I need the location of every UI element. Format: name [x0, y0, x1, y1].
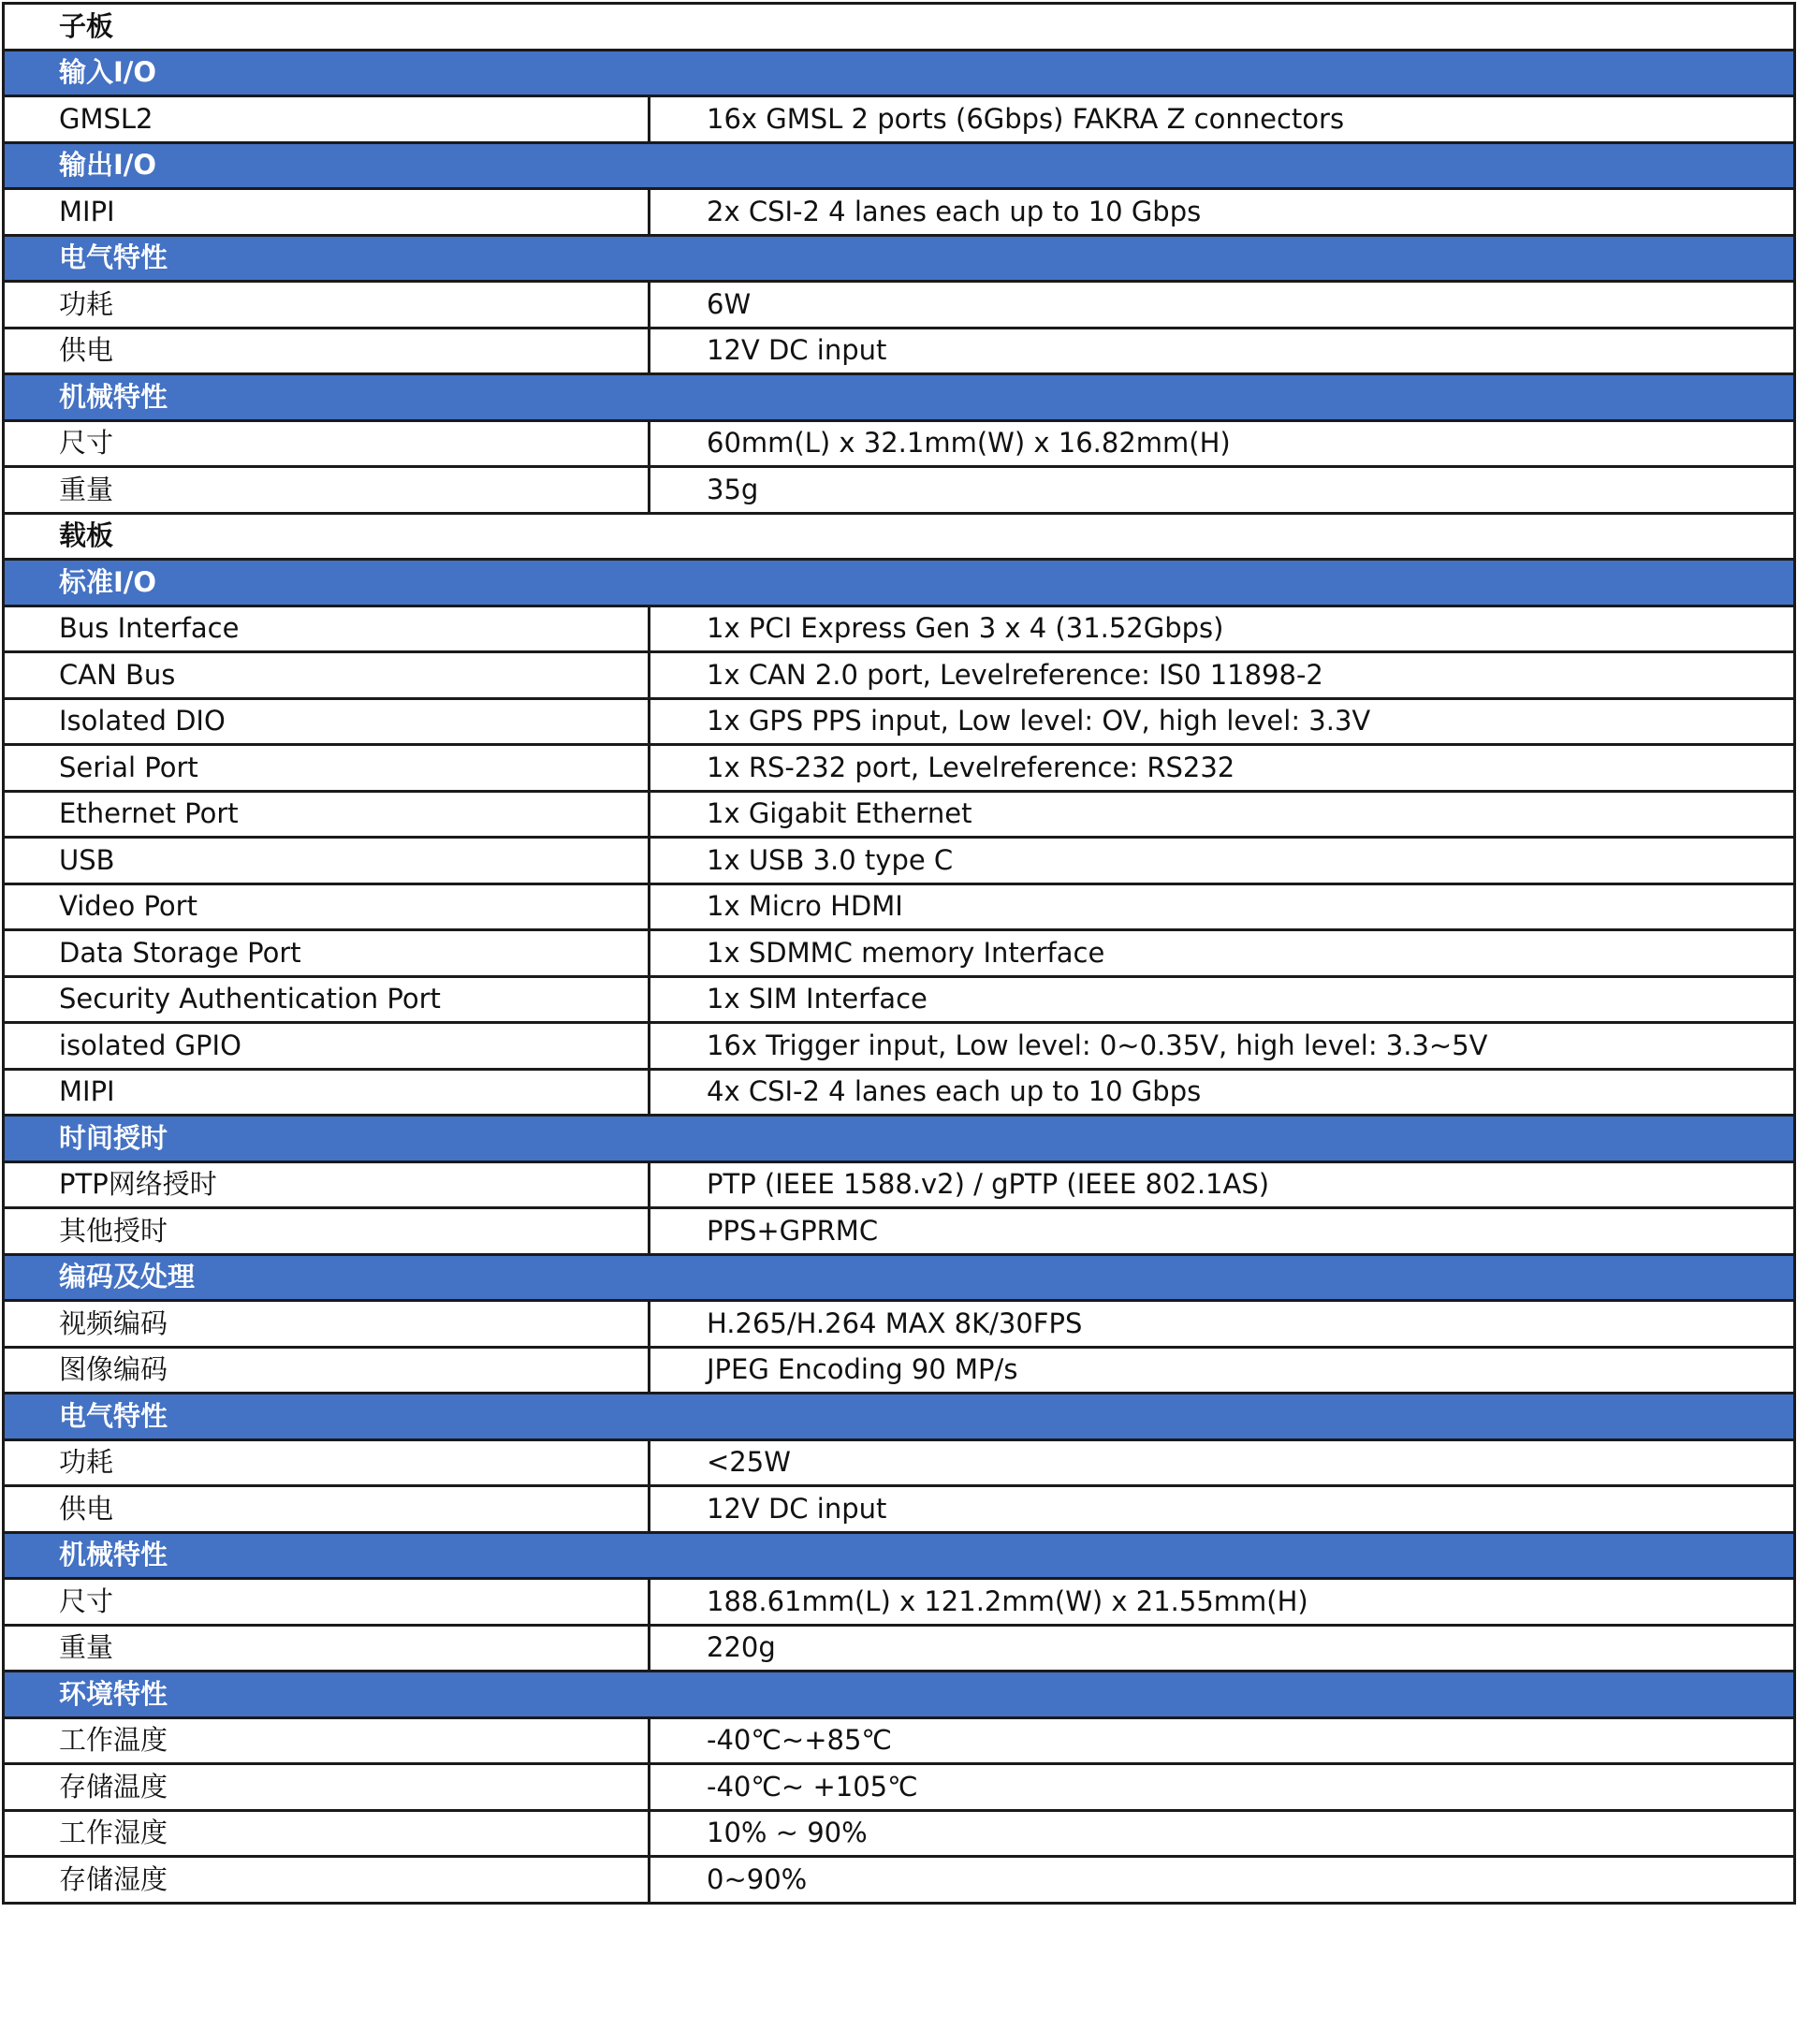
section-header-row	[4, 560, 1795, 606]
section-header-row	[4, 1394, 1795, 1440]
spec-row	[4, 467, 1795, 514]
section-header-row	[4, 1116, 1795, 1162]
spec-row	[4, 1301, 1795, 1348]
spec-key: 工作湿度	[4, 1810, 650, 1857]
spec-row	[4, 1347, 1795, 1394]
spec-row	[4, 1810, 1795, 1857]
spec-key: USB	[4, 838, 650, 884]
spec-key: 供电	[4, 328, 650, 374]
spec-row	[4, 1161, 1795, 1208]
section-header: 电气特性	[4, 235, 1795, 282]
section-header: 标准I/O	[4, 560, 1795, 606]
spec-key: Security Authentication Port	[4, 976, 650, 1023]
spec-row	[4, 976, 1795, 1023]
spec-key: Isolated DIO	[4, 698, 650, 745]
spec-value: PPS+GPRMC	[650, 1208, 1795, 1255]
spec-row	[4, 1717, 1795, 1764]
spec-value: 1x Gigabit Ethernet	[650, 791, 1795, 838]
spec-key: Data Storage Port	[4, 930, 650, 977]
section-header-row	[4, 235, 1795, 282]
spec-value: 12V DC input	[650, 328, 1795, 374]
section-header: 时间授时	[4, 1116, 1795, 1162]
spec-row	[4, 930, 1795, 977]
section-header: 环境特性	[4, 1672, 1795, 1718]
section-header-row	[4, 1254, 1795, 1301]
spec-row	[4, 1625, 1795, 1672]
spec-value: 1x PCI Express Gen 3 x 4 (31.52Gbps)	[650, 606, 1795, 652]
spec-row	[4, 1208, 1795, 1255]
spec-value: 1x SIM Interface	[650, 976, 1795, 1023]
spec-row	[4, 1579, 1795, 1626]
spec-row	[4, 1023, 1795, 1070]
board-title: 子板	[4, 4, 1795, 51]
spec-row	[4, 420, 1795, 467]
spec-value: 1x USB 3.0 type C	[650, 838, 1795, 884]
spec-value: H.265/H.264 MAX 8K/30FPS	[650, 1301, 1795, 1348]
spec-key: 功耗	[4, 282, 650, 328]
spec-key: 供电	[4, 1486, 650, 1533]
section-header-row	[4, 50, 1795, 96]
spec-value: 6W	[650, 282, 1795, 328]
board-title: 载板	[4, 513, 1795, 560]
spec-key: 其他授时	[4, 1208, 650, 1255]
section-header-row	[4, 1672, 1795, 1718]
spec-key: isolated GPIO	[4, 1023, 650, 1070]
spec-key: PTP网络授时	[4, 1161, 650, 1208]
spec-key: 工作温度	[4, 1717, 650, 1764]
spec-value: 220g	[650, 1625, 1795, 1672]
section-header: 机械特性	[4, 374, 1795, 421]
spec-value: 1x SDMMC memory Interface	[650, 930, 1795, 977]
spec-value: <25W	[650, 1439, 1795, 1486]
spec-key: Bus Interface	[4, 606, 650, 652]
spec-value: 2x CSI-2 4 lanes each up to 10 Gbps	[650, 189, 1795, 236]
spec-key: 尺寸	[4, 1579, 650, 1626]
spec-value: 10% ~ 90%	[650, 1810, 1795, 1857]
spec-value: 1x RS-232 port, Levelreference: RS232	[650, 745, 1795, 792]
spec-key: 重量	[4, 467, 650, 514]
spec-row	[4, 1069, 1795, 1116]
spec-row	[4, 698, 1795, 745]
spec-key: 存储温度	[4, 1764, 650, 1811]
spec-row	[4, 883, 1795, 930]
spec-row	[4, 189, 1795, 236]
spec-table	[2, 2, 1796, 1905]
spec-row	[4, 1857, 1795, 1904]
spec-row	[4, 1486, 1795, 1533]
spec-key: 图像编码	[4, 1347, 650, 1394]
spec-row	[4, 1439, 1795, 1486]
spec-value: 1x GPS PPS input, Low level: OV, high level: 3.3V	[650, 698, 1795, 745]
spec-value: 12V DC input	[650, 1486, 1795, 1533]
spec-key: Video Port	[4, 883, 650, 930]
spec-key: 尺寸	[4, 420, 650, 467]
spec-value: 60mm(L) x 32.1mm(W) x 16.82mm(H)	[650, 420, 1795, 467]
spec-key: Serial Port	[4, 745, 650, 792]
spec-row	[4, 791, 1795, 838]
section-header-row	[4, 374, 1795, 421]
spec-row	[4, 96, 1795, 143]
spec-value: 0~90%	[650, 1857, 1795, 1904]
spec-value: 16x Trigger input, Low level: 0~0.35V, high level: 3.3~5V	[650, 1023, 1795, 1070]
spec-table-body	[4, 4, 1795, 1904]
spec-value: PTP (IEEE 1588.v2) / gPTP (IEEE 802.1AS)	[650, 1161, 1795, 1208]
spec-value: -40℃~+85℃	[650, 1717, 1795, 1764]
section-header: 机械特性	[4, 1532, 1795, 1579]
spec-row	[4, 652, 1795, 699]
section-header: 电气特性	[4, 1394, 1795, 1440]
section-header-row	[4, 142, 1795, 189]
spec-row	[4, 1764, 1795, 1811]
spec-key: Ethernet Port	[4, 791, 650, 838]
board-title-row	[4, 513, 1795, 560]
spec-key: MIPI	[4, 1069, 650, 1116]
spec-value: 4x CSI-2 4 lanes each up to 10 Gbps	[650, 1069, 1795, 1116]
spec-key: 存储湿度	[4, 1857, 650, 1904]
spec-row	[4, 606, 1795, 652]
spec-key: MIPI	[4, 189, 650, 236]
spec-key: GMSL2	[4, 96, 650, 143]
spec-row	[4, 328, 1795, 374]
spec-key: 功耗	[4, 1439, 650, 1486]
board-title-row	[4, 4, 1795, 51]
section-header-row	[4, 1532, 1795, 1579]
spec-value: 188.61mm(L) x 121.2mm(W) x 21.55mm(H)	[650, 1579, 1795, 1626]
spec-value: 1x CAN 2.0 port, Levelreference: IS0 11898-2	[650, 652, 1795, 699]
spec-row	[4, 838, 1795, 884]
spec-key: 重量	[4, 1625, 650, 1672]
spec-value: 1x Micro HDMI	[650, 883, 1795, 930]
spec-row	[4, 745, 1795, 792]
section-header: 编码及处理	[4, 1254, 1795, 1301]
section-header: 输出I/O	[4, 142, 1795, 189]
spec-key: 视频编码	[4, 1301, 650, 1348]
spec-value: JPEG Encoding 90 MP/s	[650, 1347, 1795, 1394]
spec-row	[4, 282, 1795, 328]
spec-value: -40℃~ +105℃	[650, 1764, 1795, 1811]
spec-value: 35g	[650, 467, 1795, 514]
spec-value: 16x GMSL 2 ports (6Gbps) FAKRA Z connectors	[650, 96, 1795, 143]
section-header: 输入I/O	[4, 50, 1795, 96]
spec-key: CAN Bus	[4, 652, 650, 699]
